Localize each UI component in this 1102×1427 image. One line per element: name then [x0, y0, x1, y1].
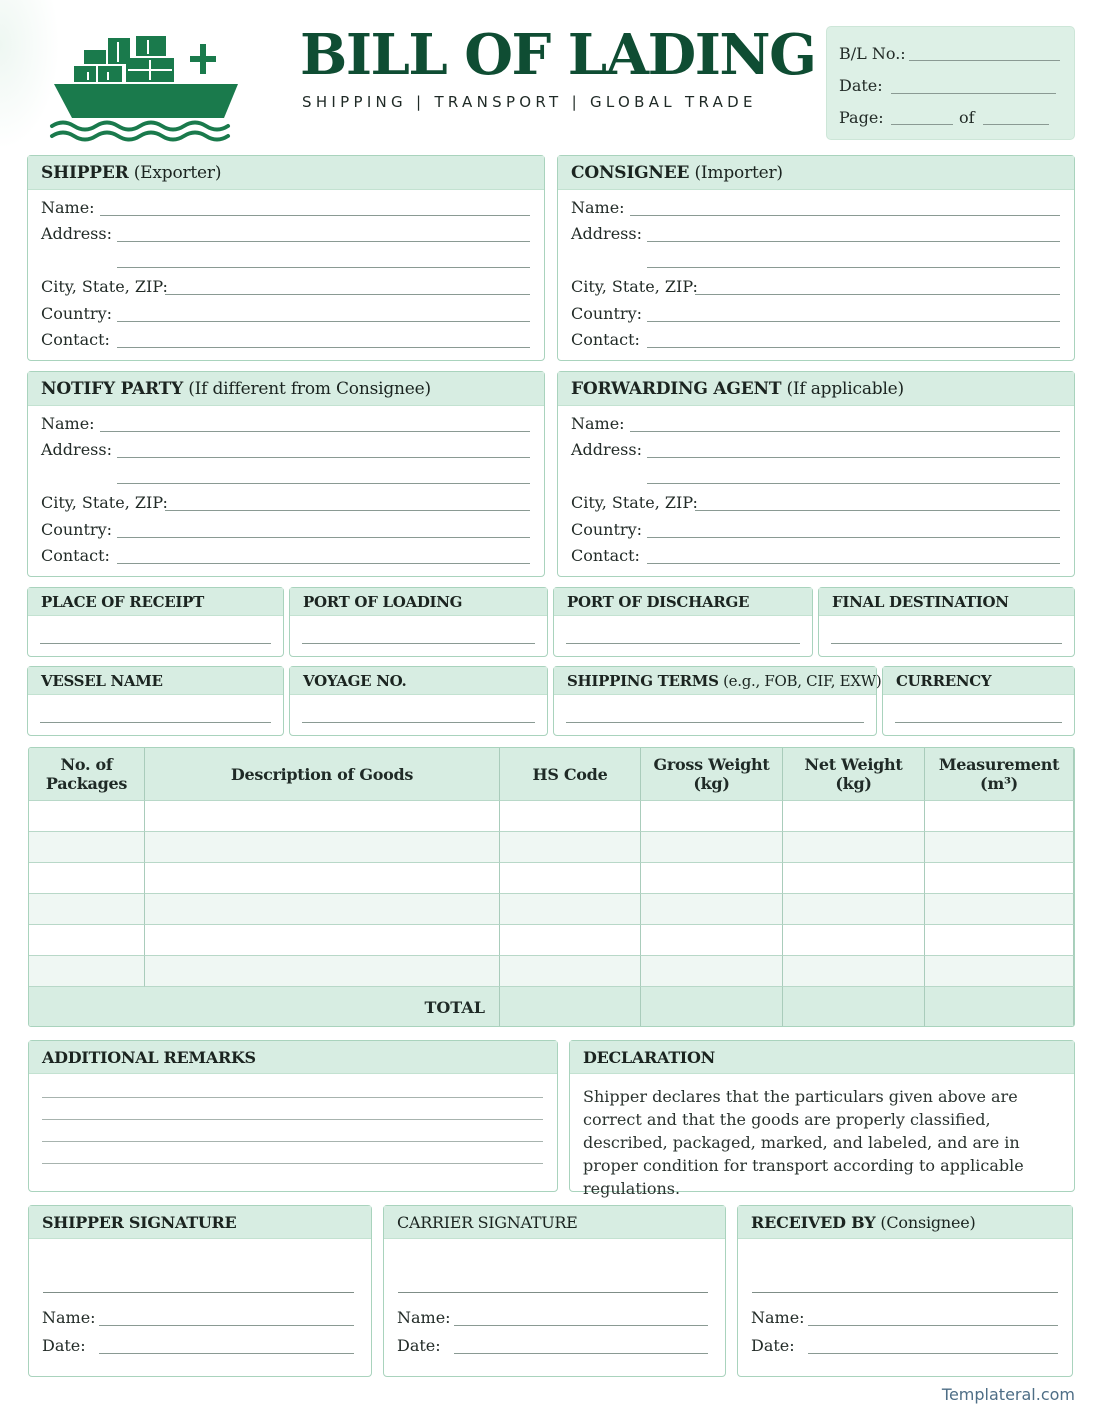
- consignee-contact-field[interactable]: [647, 347, 1060, 348]
- notify-party-header: [28, 372, 544, 406]
- goods-table-cell[interactable]: [925, 894, 1074, 925]
- port-of-discharge-field[interactable]: [566, 643, 800, 644]
- notify-contact-label: Contact:: [41, 546, 110, 565]
- reference-box: [826, 26, 1075, 140]
- document-title: BILL OF LADING: [300, 22, 816, 88]
- shipper-city-label: City, State, ZIP:: [41, 277, 168, 296]
- additional-remarks-title: ADDITIONAL REMARKS: [42, 1048, 256, 1067]
- forwarder-country-field[interactable]: [647, 537, 1060, 538]
- shipper-country-field[interactable]: [117, 321, 530, 322]
- goods-table-cell[interactable]: [29, 832, 145, 863]
- footer-brand[interactable]: Templateral.com: [941, 1385, 1075, 1404]
- place-of-receipt-field[interactable]: [40, 643, 271, 644]
- notify-contact-field[interactable]: [117, 563, 530, 564]
- notify-party-section: [27, 371, 545, 577]
- goods-table-cell[interactable]: [500, 832, 641, 863]
- bl-no-field[interactable]: [909, 60, 1060, 61]
- consignee-name-label: Name:: [571, 198, 625, 217]
- column-header-line1: No. of: [60, 755, 113, 774]
- goods-table-cell[interactable]: [641, 863, 783, 894]
- vessel-name-box: [27, 666, 284, 736]
- port-of-loading-field[interactable]: [302, 643, 535, 644]
- date-label: Date:: [839, 76, 883, 95]
- vessel-name-field[interactable]: [40, 722, 271, 723]
- column-header-line1: Net Weight: [804, 755, 903, 774]
- additional-remarks-section: [28, 1040, 558, 1192]
- goods-table-cell[interactable]: [500, 894, 641, 925]
- page-number-field[interactable]: [891, 124, 953, 125]
- total-label-cell: [29, 987, 500, 1027]
- shipper-address-field-2[interactable]: [117, 267, 530, 268]
- goods-table-cell[interactable]: [641, 832, 783, 863]
- vessel-name-label: VESSEL NAME: [41, 672, 163, 690]
- shipper-signature-title: SHIPPER SIGNATURE: [42, 1213, 237, 1232]
- carrier-signature-name-field[interactable]: [454, 1325, 708, 1326]
- consignee-header: [558, 156, 1074, 190]
- forwarding-agent-header: [558, 372, 1074, 406]
- goods-table-cell[interactable]: [925, 832, 1074, 863]
- shipping-terms-box: [553, 666, 882, 736]
- total-value-cell[interactable]: [783, 987, 925, 1027]
- column-header-line1: Description of Goods: [230, 764, 414, 784]
- place-of-receipt-box: [27, 587, 284, 657]
- forwarder-name-field[interactable]: [630, 431, 1060, 432]
- column-header-line1: Measurement: [938, 755, 1060, 774]
- currency-field[interactable]: [895, 722, 1062, 723]
- cargo-ship-icon: [48, 28, 244, 143]
- goods-table-cell[interactable]: [29, 956, 145, 987]
- goods-table-cell[interactable]: [145, 894, 500, 925]
- goods-table-cell[interactable]: [500, 863, 641, 894]
- carrier-signature-name-label: Name:: [397, 1308, 451, 1327]
- goods-table-cell[interactable]: [925, 863, 1074, 894]
- document-tagline: SHIPPING | TRANSPORT | GLOBAL TRADE: [302, 93, 757, 111]
- received-by-name-label: Name:: [751, 1308, 805, 1327]
- notify-party-subtitle: (If different from Consignee): [183, 379, 431, 399]
- goods-table-cell[interactable]: [500, 801, 641, 832]
- goods-table: [28, 747, 1075, 1027]
- shipper-contact-label: Contact:: [41, 330, 110, 349]
- remarks-line-3[interactable]: [42, 1141, 543, 1142]
- consignee-contact-label: Contact:: [571, 330, 640, 349]
- shipper-signature-name-label: Name:: [42, 1308, 96, 1327]
- received-by-subtitle: (Consignee): [875, 1213, 976, 1232]
- voyage-no-label: VOYAGE NO.: [303, 672, 407, 690]
- port-of-loading-box: [289, 587, 548, 657]
- forwarder-contact-label: Contact:: [571, 546, 640, 565]
- total-value-cell[interactable]: [500, 987, 641, 1027]
- notify-address-field-2[interactable]: [117, 483, 530, 484]
- shipper-title: SHIPPER: [41, 163, 129, 183]
- declaration-title: DECLARATION: [583, 1048, 715, 1067]
- final-destination-label: FINAL DESTINATION: [832, 593, 1009, 611]
- goods-table-cell[interactable]: [145, 863, 500, 894]
- goods-table-cell[interactable]: [641, 956, 783, 987]
- voyage-no-box: [289, 666, 548, 736]
- forwarder-contact-field[interactable]: [647, 563, 1060, 564]
- shipping-terms-hint: (e.g., FOB, CIF, EXW): [718, 672, 882, 690]
- remarks-line-4[interactable]: [42, 1163, 543, 1164]
- forwarder-city-label: City, State, ZIP:: [571, 493, 698, 512]
- column-header-line2: (kg): [835, 774, 872, 793]
- port-of-discharge-label: PORT OF DISCHARGE: [567, 593, 750, 611]
- notify-party-title: NOTIFY PARTY: [41, 379, 184, 399]
- goods-table-cell[interactable]: [145, 832, 500, 863]
- carrier-signature-line[interactable]: [398, 1292, 708, 1293]
- shipper-signature-date-field[interactable]: [99, 1353, 354, 1354]
- notify-city-label: City, State, ZIP:: [41, 493, 168, 512]
- goods-table-cell[interactable]: [29, 863, 145, 894]
- notify-address-label: Address:: [41, 440, 112, 459]
- page-of-label: of: [959, 108, 975, 127]
- total-value-cell[interactable]: [641, 987, 783, 1027]
- final-destination-box: [818, 587, 1075, 657]
- notify-name-label: Name:: [41, 414, 95, 433]
- goods-table-cell[interactable]: [783, 925, 925, 956]
- forwarder-country-label: Country:: [571, 520, 642, 539]
- consignee-name-field[interactable]: [630, 215, 1060, 216]
- goods-table-cell[interactable]: [783, 956, 925, 987]
- consignee-country-field[interactable]: [647, 321, 1060, 322]
- consignee-subtitle: (Importer): [689, 163, 783, 183]
- consignee-address-field[interactable]: [647, 241, 1060, 242]
- goods-table-cell[interactable]: [925, 956, 1074, 987]
- page-total-field[interactable]: [983, 124, 1049, 125]
- goods-table-cell[interactable]: [145, 925, 500, 956]
- declaration-section: [569, 1040, 1075, 1198]
- shipper-signature-line[interactable]: [43, 1292, 354, 1293]
- goods-table-cell[interactable]: [783, 894, 925, 925]
- goods-table-cell[interactable]: [641, 894, 783, 925]
- shipper-signature-date-label: Date:: [42, 1336, 86, 1355]
- shipping-terms-field[interactable]: [566, 722, 864, 723]
- notify-address-field[interactable]: [117, 457, 530, 458]
- goods-table-cell[interactable]: [783, 832, 925, 863]
- notify-country-label: Country:: [41, 520, 112, 539]
- shipper-subtitle: (Exporter): [128, 163, 222, 183]
- goods-table-cell[interactable]: [145, 956, 500, 987]
- column-header-line2: (kg): [693, 774, 730, 793]
- received-by-section: [737, 1205, 1073, 1377]
- consignee-city-field[interactable]: [695, 294, 1060, 295]
- shipper-country-label: Country:: [41, 304, 112, 323]
- goods-table-cell[interactable]: [29, 894, 145, 925]
- date-field[interactable]: [891, 93, 1056, 94]
- consignee-city-label: City, State, ZIP:: [571, 277, 698, 296]
- goods-column-header: [641, 748, 783, 801]
- total-label: TOTAL: [424, 997, 485, 1017]
- goods-table-cell[interactable]: [641, 801, 783, 832]
- shipper-address-field[interactable]: [117, 241, 530, 242]
- consignee-address-label: Address:: [571, 224, 642, 243]
- consignee-title: CONSIGNEE: [571, 163, 690, 183]
- carrier-signature-date-field[interactable]: [454, 1353, 708, 1354]
- currency-label: CURRENCY: [896, 672, 992, 690]
- forwarding-agent-title: FORWARDING AGENT: [571, 379, 782, 399]
- consignee-country-label: Country:: [571, 304, 642, 323]
- shipper-header: [28, 156, 544, 190]
- notify-country-field[interactable]: [117, 537, 530, 538]
- forwarder-address-field[interactable]: [647, 457, 1060, 458]
- goods-table-cell[interactable]: [925, 925, 1074, 956]
- shipper-signature-section: [28, 1205, 372, 1377]
- final-destination-field[interactable]: [831, 643, 1062, 644]
- port-of-discharge-box: [553, 587, 813, 657]
- column-header-line2: (m³): [980, 774, 1018, 793]
- goods-table-cell[interactable]: [500, 925, 641, 956]
- received-by-date-label: Date:: [751, 1336, 795, 1355]
- shipper-address-label: Address:: [41, 224, 112, 243]
- shipper-name-field[interactable]: [100, 215, 530, 216]
- column-header-line2: Packages: [45, 774, 128, 793]
- port-of-loading-label: PORT OF LOADING: [303, 593, 463, 611]
- carrier-signature-date-label: Date:: [397, 1336, 441, 1355]
- bl-no-label: B/L No.:: [839, 44, 906, 63]
- received-by-title: RECEIVED BY: [751, 1213, 876, 1232]
- received-by-name-field[interactable]: [808, 1325, 1058, 1326]
- goods-column-header: [500, 748, 641, 801]
- forwarding-agent-section: [557, 371, 1075, 577]
- goods-table-cell[interactable]: [500, 956, 641, 987]
- consignee-address-field-2[interactable]: [647, 267, 1060, 268]
- shipper-name-label: Name:: [41, 198, 95, 217]
- received-by-signature-line[interactable]: [752, 1292, 1058, 1293]
- goods-table-cell[interactable]: [145, 801, 500, 832]
- page-label: Page:: [839, 108, 884, 127]
- goods-table-cell[interactable]: [783, 801, 925, 832]
- carrier-signature-section: [383, 1205, 726, 1377]
- forwarder-city-field[interactable]: [695, 510, 1060, 511]
- currency-box: [882, 666, 1075, 736]
- received-by-date-field[interactable]: [808, 1353, 1058, 1354]
- declaration-text: Shipper declares that the particulars given above are correct and that the goods are properly classified, described, packaged, marked, and labeled, and are in proper condition for transport according to applicable regulations.: [583, 1087, 1024, 1198]
- logo: [48, 28, 244, 143]
- consignee-section: [557, 155, 1075, 361]
- place-of-receipt-label: PLACE OF RECEIPT: [41, 593, 204, 611]
- goods-column-header: [29, 748, 145, 801]
- shipper-signature-name-field[interactable]: [99, 1325, 354, 1326]
- shipper-contact-field[interactable]: [117, 347, 530, 348]
- carrier-signature-title: CARRIER SIGNATURE: [397, 1213, 578, 1232]
- forwarder-name-label: Name:: [571, 414, 625, 433]
- forwarder-address-field-2[interactable]: [647, 483, 1060, 484]
- shipping-terms-label: SHIPPING TERMS: [567, 672, 719, 690]
- notify-name-field[interactable]: [100, 431, 530, 432]
- notify-city-field[interactable]: [165, 510, 530, 511]
- voyage-no-field[interactable]: [302, 722, 535, 723]
- goods-table-cell[interactable]: [783, 863, 925, 894]
- column-header-line1: HS Code: [532, 764, 608, 784]
- goods-table-cell[interactable]: [925, 801, 1074, 832]
- remarks-line-2[interactable]: [42, 1119, 543, 1120]
- total-value-cell[interactable]: [925, 987, 1074, 1027]
- goods-table-cell[interactable]: [641, 925, 783, 956]
- column-header-line1: Gross Weight: [653, 755, 770, 774]
- shipper-city-field[interactable]: [165, 294, 530, 295]
- goods-table-cell[interactable]: [29, 925, 145, 956]
- goods-table-cell[interactable]: [29, 801, 145, 832]
- forwarder-address-label: Address:: [571, 440, 642, 459]
- goods-column-header: [925, 748, 1074, 801]
- remarks-line-1[interactable]: [42, 1097, 543, 1098]
- goods-column-header: [145, 748, 500, 801]
- shipper-section: [27, 155, 545, 361]
- goods-column-header: [783, 748, 925, 801]
- forwarding-agent-subtitle: (If applicable): [781, 379, 904, 399]
